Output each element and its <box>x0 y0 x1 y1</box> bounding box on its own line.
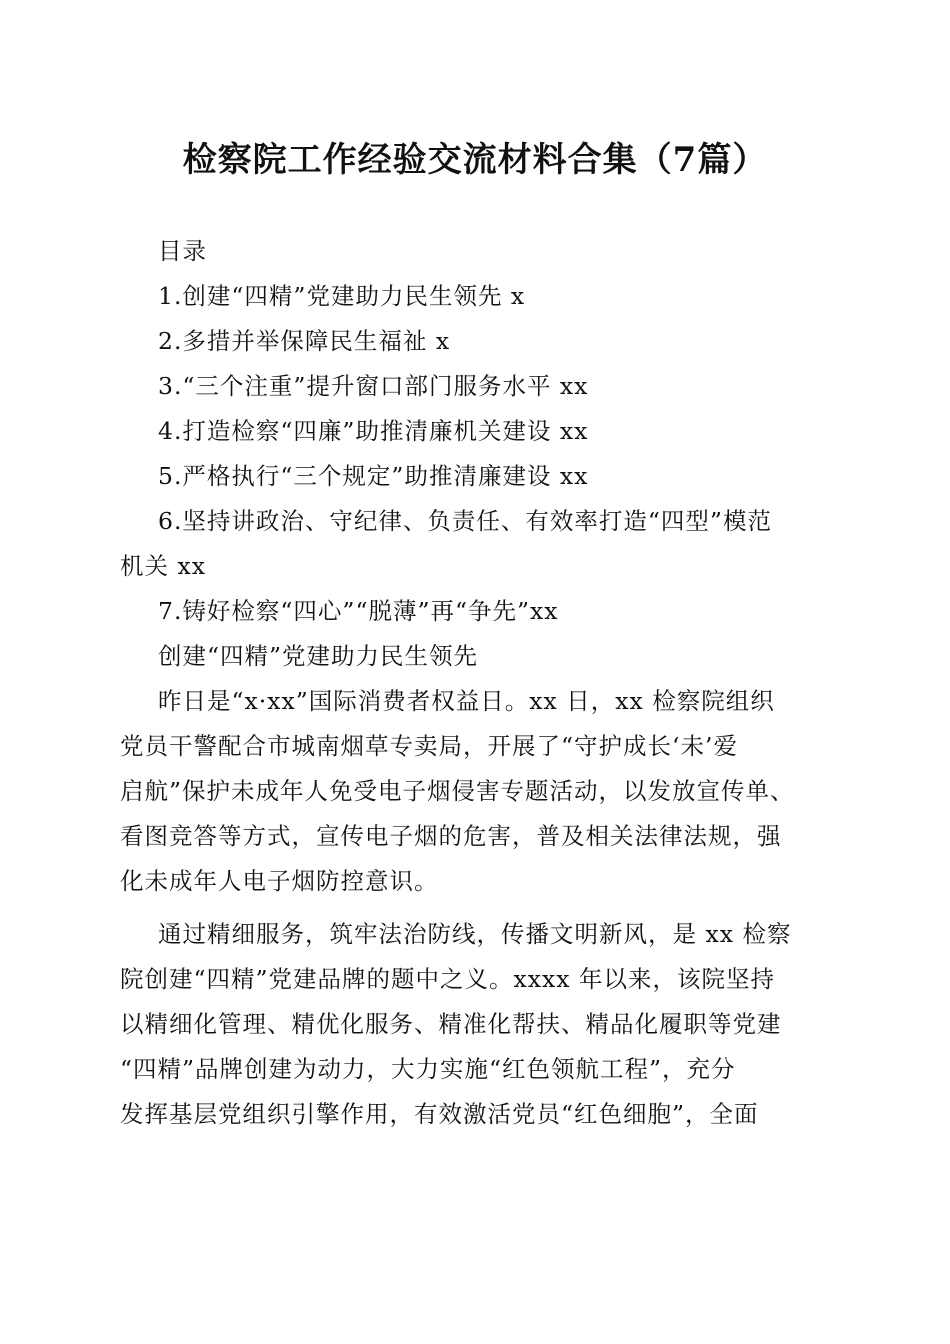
toc-item-6-line-2: 机关 xx <box>120 552 206 580</box>
paragraph-2-line-2: 院创建“四精”党建品牌的题中之义。xxxx 年以来，该院坚持 <box>120 965 776 993</box>
paragraph-1-line-1: 昨日是“x·xx”国际消费者权益日。xx 日，xx 检察院组织 <box>158 687 775 715</box>
paragraph-1-line-5: 化未成年人电子烟防控意识。 <box>120 867 439 895</box>
paragraph-spacer <box>120 904 840 912</box>
paragraph-2-line-3: 以精细化管理、精优化服务、精准化帮扶、精品化履职等党建 <box>120 1010 782 1038</box>
document-title: 检察院工作经验交流材料合集（7篇） <box>182 140 768 180</box>
paragraph-2-line-4: “四精”品牌创建为动力，大力实施“红色领航工程”，充分 <box>120 1055 736 1083</box>
toc-item-7: 7.铸好检察“四心”“脱薄”再“争先”xx <box>158 597 559 625</box>
toc-item-4: 4.打造检察“四廉”助推清廉机关建设 xx <box>158 417 589 445</box>
paragraph-2-line-5: 发挥基层党组织引擎作用，有效激活党员“红色细胞”，全面 <box>120 1100 759 1128</box>
toc-item-1: 1.创建“四精”党建助力民生领先 x <box>158 282 526 310</box>
toc-item-6-line-1: 6.坚持讲政治、守纪律、负责任、有效率打造“四型”模范 <box>158 507 772 535</box>
section-heading: 创建“四精”党建助力民生领先 <box>158 642 479 670</box>
paragraph-1-line-4: 看图竞答等方式，宣传电子烟的危害，普及相关法律法规，强 <box>120 822 782 850</box>
document-body <box>120 229 840 1137</box>
paragraph-1-line-3: 启航”保护未成年人免受电子烟侵害专题活动，以发放宣传单、 <box>120 777 795 805</box>
toc-item-3: 3.“三个注重”提升窗口部门服务水平 xx <box>158 372 589 400</box>
toc-item-5: 5.严格执行“三个规定”助推清廉建设 xx <box>158 462 589 490</box>
paragraph-1-line-2: 党员干警配合市城南烟草专卖局，开展了“守护成长‘未’爱 <box>120 732 738 760</box>
paragraph-2-line-1: 通过精细服务，筑牢法治防线，传播文明新风，是 xx 检察 <box>158 920 792 948</box>
toc-heading: 目录 <box>158 237 207 265</box>
toc-item-2: 2.多措并举保障民生福祉 x <box>158 327 451 355</box>
